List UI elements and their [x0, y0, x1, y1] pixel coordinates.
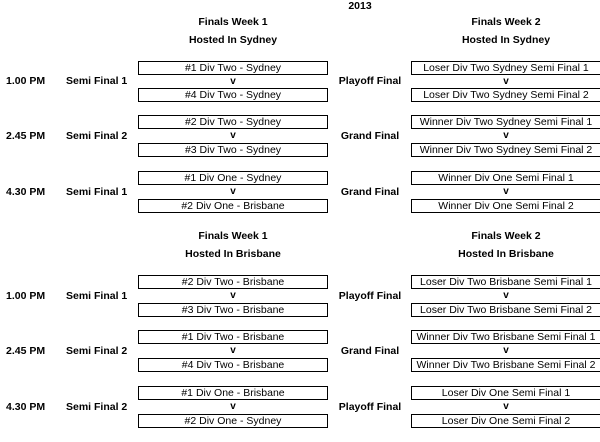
- match-name: Semi Final 2: [66, 345, 128, 357]
- final-team-b-box: Winner Div Two Brisbane Semi Final 2: [411, 358, 600, 372]
- team-a-box: #1 Div Two - Brisbane: [138, 330, 328, 344]
- final-team-b-box: Winner Div One Semi Final 2: [411, 199, 600, 213]
- team-a-box: #1 Div Two - Sydney: [138, 61, 328, 75]
- match-name: Semi Final 1: [66, 290, 128, 302]
- final-team-a-box: Winner Div Two Brisbane Semi Final 1: [411, 330, 600, 344]
- team-a-box: #2 Div Two - Sydney: [138, 115, 328, 129]
- vs-label: v: [230, 186, 236, 197]
- final-name: Grand Final: [340, 130, 400, 142]
- final-vs-label: v: [503, 76, 509, 87]
- match-name: Semi Final 1: [66, 75, 128, 87]
- final-team-b-box: Winner Div Two Sydney Semi Final 2: [411, 143, 600, 157]
- final-name: Playoff Final: [338, 290, 402, 302]
- vs-label: v: [230, 401, 236, 412]
- match-name: Semi Final 2: [66, 130, 128, 142]
- final-vs-label: v: [503, 290, 509, 301]
- team-b-box: #3 Div Two - Sydney: [138, 143, 328, 157]
- final-team-a-box: Loser Div Two Brisbane Semi Final 1: [411, 275, 600, 289]
- team-a-box: #1 Div One - Brisbane: [138, 386, 328, 400]
- final-name: Grand Final: [340, 186, 400, 198]
- team-b-box: #4 Div Two - Brisbane: [138, 358, 328, 372]
- week1-title: Finals Week 1: [198, 16, 268, 28]
- team-a-box: #2 Div Two - Brisbane: [138, 275, 328, 289]
- team-a-box: #1 Div One - Sydney: [138, 171, 328, 185]
- final-name: Playoff Final: [338, 75, 402, 87]
- final-team-a-box: Loser Div Two Sydney Semi Final 1: [411, 61, 600, 75]
- year-heading: 2013: [348, 0, 372, 12]
- final-vs-label: v: [503, 186, 509, 197]
- match-time: 4.30 PM: [6, 186, 46, 198]
- match-time: 2.45 PM: [6, 345, 46, 357]
- week2-title: Finals Week 2: [471, 230, 541, 242]
- final-name: Grand Final: [340, 345, 400, 357]
- match-time: 1.00 PM: [6, 75, 46, 87]
- match-name: Semi Final 1: [66, 186, 128, 198]
- final-vs-label: v: [503, 345, 509, 356]
- team-b-box: #4 Div Two - Sydney: [138, 88, 328, 102]
- final-vs-label: v: [503, 401, 509, 412]
- final-team-a-box: Loser Div One Semi Final 1: [411, 386, 600, 400]
- match-time: 2.45 PM: [6, 130, 46, 142]
- week2-host: Hosted In Brisbane: [458, 248, 554, 260]
- match-name: Semi Final 2: [66, 401, 128, 413]
- match-time: 1.00 PM: [6, 290, 46, 302]
- final-team-b-box: Loser Div One Semi Final 2: [411, 414, 600, 428]
- final-team-b-box: Loser Div Two Sydney Semi Final 2: [411, 88, 600, 102]
- team-b-box: #3 Div Two - Brisbane: [138, 303, 328, 317]
- week1-host: Hosted In Sydney: [188, 34, 278, 46]
- match-time: 4.30 PM: [6, 401, 46, 413]
- vs-label: v: [230, 130, 236, 141]
- final-team-a-box: Winner Div One Semi Final 1: [411, 171, 600, 185]
- vs-label: v: [230, 290, 236, 301]
- week2-host: Hosted In Sydney: [461, 34, 551, 46]
- final-team-b-box: Loser Div Two Brisbane Semi Final 2: [411, 303, 600, 317]
- final-name: Playoff Final: [338, 401, 402, 413]
- team-b-box: #2 Div One - Sydney: [138, 414, 328, 428]
- team-b-box: #2 Div One - Brisbane: [138, 199, 328, 213]
- final-team-a-box: Winner Div Two Sydney Semi Final 1: [411, 115, 600, 129]
- vs-label: v: [230, 345, 236, 356]
- final-vs-label: v: [503, 130, 509, 141]
- vs-label: v: [230, 76, 236, 87]
- week1-host: Hosted In Brisbane: [185, 248, 281, 260]
- week2-title: Finals Week 2: [471, 16, 541, 28]
- week1-title: Finals Week 1: [198, 230, 268, 242]
